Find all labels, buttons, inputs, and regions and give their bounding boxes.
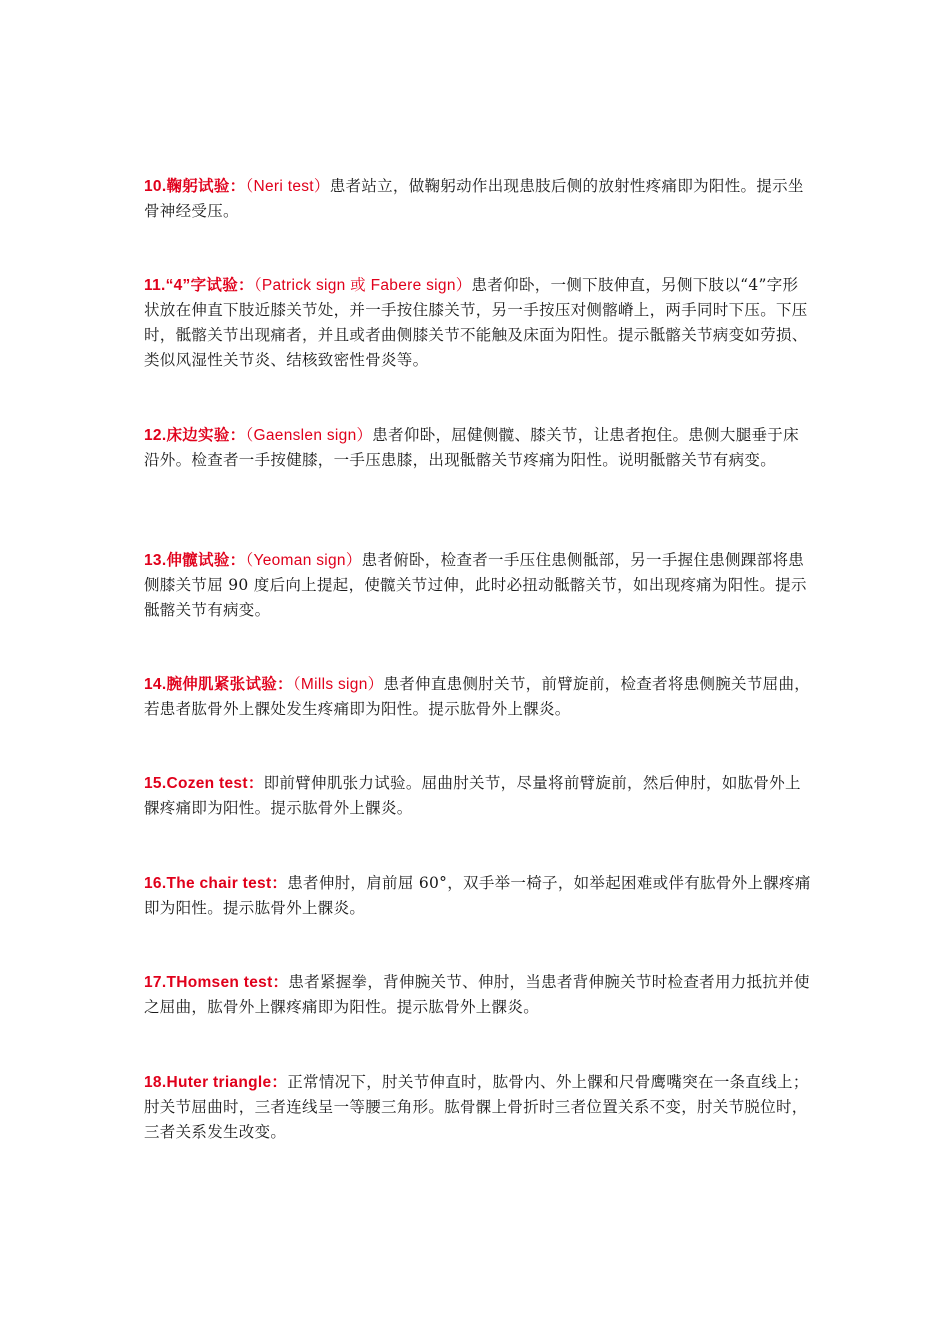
entry-yeoman-sign <box>144 548 812 623</box>
entry-chair-test <box>144 871 812 921</box>
entry-patrick-sign <box>144 273 812 373</box>
entry-huter-triangle <box>144 1070 812 1145</box>
entry-heading: 16.The chair test： <box>144 875 288 892</box>
entry-english-name: （Mills sign） <box>292 676 384 693</box>
entry-description: 正常情况下，肘关节伸直时，肱骨内、外上髁和尺骨鹰嘴突在一条直线上；肘关节屈曲时，三者连线呈一等腰三角形。肱骨髁上骨折时三者位置关系不变，肘关节脱位时，三者关系发生改变。 <box>144 1073 809 1141</box>
entry-heading: 12.床边实验： <box>144 427 246 444</box>
entry-description: 患者俯卧，检查者一手压住患侧骶部，另一手握住患侧踝部将患侧膝关节屈 90 度后向上提起，使髋关节过伸，此时必扭动骶髂关节，如出现疼痛为阳性。提示骶髂关节有病变。 <box>144 551 807 619</box>
entry-thomsen-test <box>144 970 812 1020</box>
entry-mills-sign <box>144 672 812 722</box>
entry-english-name: （Neri test） <box>245 178 330 195</box>
entry-description: 患者紧握拳，背伸腕关节、伸肘，当患者背伸腕关节时检查者用力抵抗并使之屈曲，肱骨外上髁疼痛即为阳性。提示肱骨外上髁炎。 <box>144 973 810 1016</box>
entry-gaenslen-sign <box>144 423 812 473</box>
entry-description: 患者站立，做鞠躬动作出现患肢后侧的放射性疼痛即为阳性。提示坐骨神经受压。 <box>144 177 804 220</box>
entry-english-name: （Gaenslen sign） <box>245 427 373 444</box>
entry-heading: 10.鞠躬试验： <box>144 178 246 195</box>
entry-heading: 17.THomsen test： <box>144 974 289 991</box>
entry-neri-test <box>144 174 812 224</box>
entry-cozen-test <box>144 771 812 821</box>
entry-description: 即前臂伸肌张力试验。屈曲肘关节，尽量将前臂旋前，然后伸肘，如肱骨外上髁疼痛即为阳性。提示肱骨外上髁炎。 <box>144 774 801 817</box>
entry-heading: 11.“4”字试验： <box>144 277 254 294</box>
entry-heading: 18.Huter triangle： <box>144 1074 288 1091</box>
entry-description: 患者仰卧，一侧下肢伸直，另侧下肢以“4”字形状放在伸直下肢近膝关节处，并一手按住膝关节，另一手按压对侧髂嵴上，两手同时下压。下压时，骶髂关节出现痛者，并且或者曲侧膝关节不能触及床面为阳性。提示骶髂关节病变如劳损、类似风湿性关节炎、结核致密性骨炎等。 <box>144 276 808 369</box>
entry-english-name: （Yeoman sign） <box>245 552 362 569</box>
entry-heading: 13.伸髋试验： <box>144 552 246 569</box>
entry-heading: 15.Cozen test： <box>144 775 264 792</box>
entry-description: 患者伸肘，肩前屈 60°，双手举一椅子，如举起困难或伴有肱骨外上髁疼痛即为阳性。提示肱骨外上髁炎。 <box>144 874 811 917</box>
entry-heading: 14.腕伸肌紧张试验： <box>144 676 293 693</box>
entry-description: 患者仰卧，屈健侧髋、膝关节，让患者抱住。患侧大腿垂于床沿外。检查者一手按健膝，一手压患膝，出现骶髂关节疼痛为阳性。说明骶髂关节有病变。 <box>144 426 799 469</box>
entry-english-name: （Patrick sign 或 Fabere sign） <box>253 277 472 294</box>
entry-description: 患者伸直患侧肘关节，前臂旋前，检查者将患侧腕关节屈曲，若患者肱骨外上髁处发生疼痛即为阳性。提示肱骨外上髁炎。 <box>144 675 811 718</box>
